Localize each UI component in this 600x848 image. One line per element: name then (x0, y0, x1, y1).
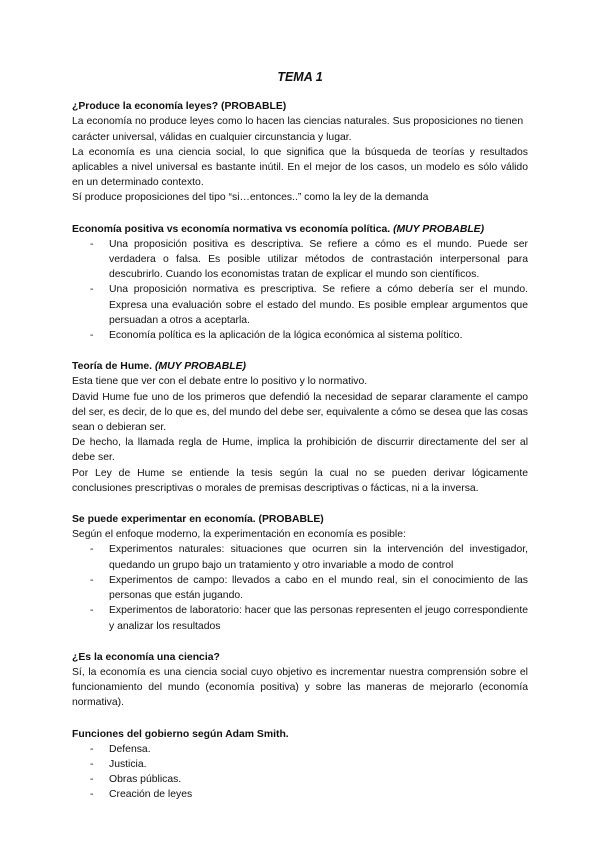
paragraph: Sí, la economía es una ciencia social cuyo objetivo es incrementar nuestra comprensión sobre el funcionamiento del mundo (economía positiva) y sobre las maneras de mejorarlo (economía normativa). (72, 666, 528, 709)
paragraph: David Hume fue uno de los primeros que defendió la necesidad de separar claramente el campo del ser, es decir, de lo que es, del mundo del debe ser, equivalente a cómo se desea que las cosas sean o debieran ser. (72, 391, 528, 434)
section-heading: Se puede experimentar en economía. (PROBABLE) (72, 514, 324, 526)
section-heading (72, 222, 528, 237)
paragraph: De hecho, la llamada regla de Hume, implica la prohibición de discurrir directamente del ser al debe ser. (72, 437, 528, 464)
list-item: - Defensa. (72, 742, 528, 757)
list-item: - Economía política es la aplicación de la lógica económica al sistema político. (72, 328, 528, 343)
paragraph: La economía no produce leyes como lo hacen las ciencias naturales. Sus proposiciones no tienen carácter universal, válidas en cualquier circunstancia y lugar. (72, 116, 524, 143)
list-item: - Experimentos de campo: llevados a cabo en el mundo real, sin el conocimiento de las personas que están jugando. (72, 573, 528, 603)
section-heading: ¿Es la economía una ciencia? (72, 651, 220, 663)
list-item: - Experimentos naturales: situaciones que ocurren sin la intervención del investigador, quedando un grupo bajo un tratamiento y otro invariable a modo de control (72, 542, 528, 572)
section-heading-text: Economía positiva vs economía normativa vs economía política. (72, 223, 391, 235)
list-item: - Creación de leyes (72, 787, 528, 802)
paragraph: Según el enfoque moderno, la experimentación en economía es posible: (72, 529, 406, 541)
paragraph: Por Ley de Hume se entiende la tesis según la cual no se pueden derivar lógicamente conclusiones prescriptivas o morales de premisas descriptivas o fácticas, ni a la inversa. (72, 467, 528, 494)
paragraph: Sí produce proposiciones del tipo “si…entonces..” como la ley de la demanda (72, 192, 429, 204)
list-item: - Obras públicas. (72, 772, 528, 787)
section-heading: Funciones del gobierno según Adam Smith. (72, 728, 289, 740)
section-heading-text: Teoría de Hume. (72, 361, 153, 373)
list-item: - Experimentos de laboratorio: hacer que las personas representen el jeugo correspondiente y analizar los resultados (72, 603, 528, 633)
document-title: TEMA 1 (277, 70, 323, 84)
list-item: - Una proposición normativa es prescriptiva. Se refiere a cómo debería ser el mundo. Expresa una evaluación sobre el estado del mundo. Es posible emplear argumentos que persuadan a otros a aceptarla. (72, 282, 528, 328)
paragraph: Esta tiene que ver con el debate entre lo positivo y lo normativo. (72, 376, 368, 388)
section-experimentar (72, 512, 528, 634)
section-economia-leyes (72, 99, 528, 205)
list-item: - Una proposición positiva es descriptiva. Se refiere a cómo es el mundo. Puede ser verdadera o falsa. Es posible utilizar métodos de contrastación interpersonal para descubrirlo. Cuando los economistas tratan de explicar el mundo son científicos. (72, 237, 528, 283)
section-teoria-hume (72, 359, 528, 496)
section-heading-tag: (MUY PROBABLE) (154, 361, 246, 373)
section-economia-positiva (72, 222, 528, 344)
paragraph: La economía es una ciencia social, lo que significa que la búsqueda de teorías y resultados aplicables a nivel universal es bastante inútil. En el mejor de los casos, un modelo es sólo válido en un determinado contexto. (72, 146, 528, 189)
document-page (72, 70, 528, 803)
section-es-ciencia (72, 650, 528, 711)
bullet-list (72, 742, 528, 803)
bullet-list (72, 237, 528, 343)
section-heading: ¿Produce la economía leyes? (PROBABLE) (72, 101, 287, 113)
section-heading (72, 359, 528, 374)
section-funciones-gobierno (72, 727, 528, 803)
section-heading-tag: (MUY PROBABLE) (393, 223, 485, 235)
list-item: - Justicia. (72, 757, 528, 772)
bullet-list (72, 542, 528, 633)
